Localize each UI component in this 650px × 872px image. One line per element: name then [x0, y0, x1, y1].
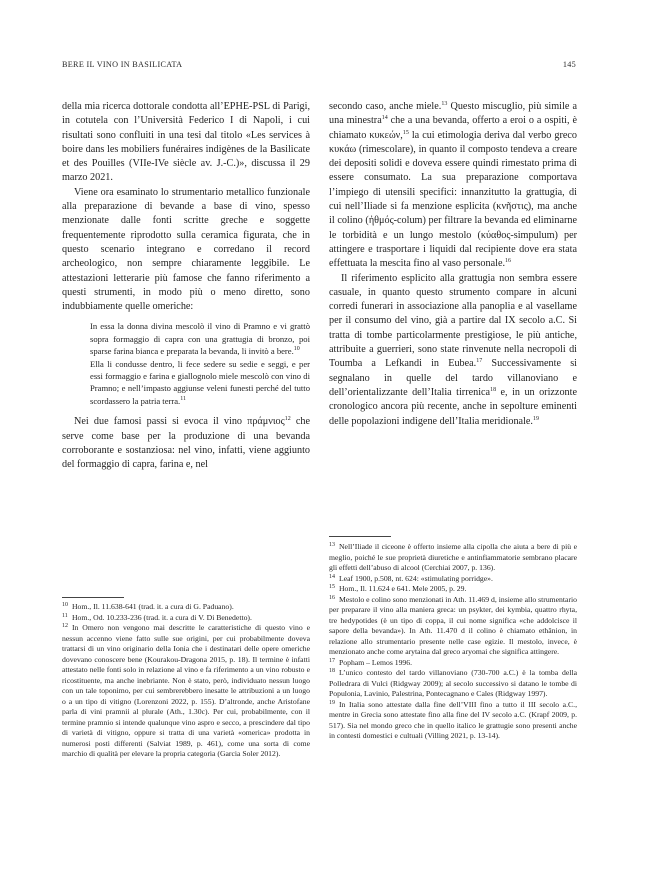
footnotes-right [329, 536, 577, 742]
footnote-ref: 17 [476, 358, 483, 365]
paragraph [62, 415, 310, 472]
footnote-ref: 19 [532, 415, 539, 422]
footnote: 13 Nell’Iliade il ciceone è offerto insieme alla cipolla che aiuta a bere di più e meglio, poiché le sue proprietà diuretiche e antinfiammatorie sembrano placare gli effetti dell’abuso di alcool (Cerchiai 2007, p. 136). [329, 542, 577, 572]
footnote-divider [62, 597, 124, 598]
footnote-text: Nell’Iliade il ciceone è offerto insieme alla cipolla che aiuta a bere di più e meglio, poiché le sue proprietà diuretiche e antinfiammatorie sembrano placare gli effetti dell’abuso di alcool (Cerchiai 2007, p. 136). [329, 542, 577, 572]
text-run: Il riferimento esplicito alla grattugia non sembra essere casuale, in quanto questo strumento compare in alcuni corredi funerari in associazione alla panoplia e al vasellame per il consumo del vino, già a partire dal IX secolo a.C. Si tratta di tombe particolarmente prestigiose, le più antiche, attribuite a guerrieri, sono state rinvenute nella necropoli di Toumba a Lefkandi in Eubea. [329, 272, 577, 370]
text-run: la cui etimologia deriva dal verbo greco κυκάω (rimescolare), in quanto il composto tendeva a creare dei depositi solidi e doveva essere quindi rimestato prima di essere consumato. La sua preparazione comportava l’impiego di utensili specifici: innanzitutto la grattugia, di cui nell’Iliade si fa menzione esplicita (κνῆστις), ma anche il colino (ἠθμός-colum) per filtrare la bevanda ed eliminarne le torbidità e un lungo mestolo (κύαθος-simpulum) per attingere e trasportare i liquidi dal recipiente dove era stata effettuata la mescita fino al vaso personale. [329, 129, 577, 270]
footnote-text: Mestolo e colino sono menzionati in Ath. 11.469 d, insieme allo strumentario per preparare il vino alla maniera greca: un psykter, dei kymbia, quattro rhyta, tre hedypotides (è un tipo di coppa, il cui nome significa «che addolcisce il sapore della bevanda»). In Ath. 11.470 d il colino è chiamato ethânion, in relazione allo strumentario presente nelle case egizie. Il mestolo, invece, è menzionato anche come arytaina dal greco aryomai che significa attingere. [329, 594, 577, 656]
footnote-text: Leaf 1900, p.508, nt. 624: «stimulating porridge». [339, 573, 493, 583]
footnote-ref: 12 [284, 416, 291, 423]
footnote: 14 Leaf 1900, p.508, nt. 624: «stimulating porridge». [329, 573, 493, 583]
footnote-ref: 14 [381, 115, 388, 122]
right-column [329, 100, 577, 429]
footnote: 16 Mestolo e colino sono menzionati in Ath. 11.469 d, insieme allo strumentario per preparare il vino alla maniera greca: un psykter, dei kymbia, quattro rhyta, tre hedypotides (è un tipo di coppa, il cui nome significa «che addolcisce il sapore della bevanda»). In Ath. 11.470 d il colino è chiamato ethânion, in relazione allo strumentario presente nelle case egizie. Il mestolo, invece, è menzionato anche come arytaina dal greco aryomai che significa attingere. [329, 594, 577, 656]
text-run: che a una bevanda, offerto a eroi o a ospiti, è chiamato κυκεών, [329, 115, 577, 141]
text-run: secondo caso, anche miele. [329, 101, 442, 112]
footnote-text: In Omero non vengono mai descritte le caratteristiche di questo vino e nessun accenno viene fatto sulle sue origini, per cui probabilmente doveva trattarsi di un vino originario della Ionia che i destinatari delle opere omeriche dovevano conoscere bene (Kourakou-Dragona 2015, p. 18). Il termine è infatti attestato nelle fonti solo in relazione al vino e fa riferimento a un vino robusto e ricostituente, ma anche inebriante. Non è stato, però, individuato nessun luogo con un tale toponimo, per cui sembrerebbero inesatte le attribuzioni a un luogo o a un tipo di vitigno (Lorenzoni 2022, p. 155). D’altronde, anche Aristofane parla di vini pramnii al plurale (Ath., 1.30c). Per cui, probabilmente, con il termine pramnio si intende qualunque vino aspro e secco, a prescindere dal tipo di varietà di vitigno, oppure si tratta di una varietà «omerica» prodotta in numerosi posti differenti (Salviat 1989, p. 461), come una sorta di come marchio di qualità per elevare la propria categoria (Garcia Soler 2012). [62, 623, 310, 758]
running-title: BERE IL VINO IN BASILICATA [62, 60, 183, 69]
footnote-text: Hom., Il. 11.638-641 (trad. it. a cura di G. Paduano). [72, 602, 234, 611]
footnote: 18 L’unico contesto del tardo villanoviano (730-700 a.C.) è la tomba della Polledrara di Vulci (Ridgway 2009); al secolo successivo si datano le tombe di Populonia, Lavinio, Palestrina, Pontecagnano e Cales (Ridgway 1997). [329, 668, 577, 698]
paragraph [329, 272, 577, 429]
paragraph [329, 100, 577, 272]
footnote-ref: 11 [180, 395, 186, 402]
footnote: 15 Hom., Il. 11.624 e 641. Mele 2005, p. 29. [329, 584, 467, 593]
quote-paragraph [90, 320, 310, 357]
quote-text: In essa la donna divina mescolò il vino di Pramno e vi grattò sopra formaggio di capra con una grattugia di bronzo, poi sparse farina bianca e preparata la bevanda, li invitò a bere. [90, 321, 310, 357]
text-run: Nei due famosi passi si evoca il vino πράμνιος [74, 416, 285, 428]
footnote-ref: 10 [293, 346, 300, 353]
footnote-text: In Italia sono attestate dalla fine dell’VIII fino a tutto il III secolo a.C., mentre in Grecia sono attestate fino alla fine del IV secolo a.C. (Krapf 2009, p. 517). Sia nel mondo greco che in quello italico le grattugie sono presenti anche in contesti domestici e cultuali (Villing 2021, p. 13-14). [329, 699, 577, 740]
quote-paragraph [90, 358, 310, 408]
footnote-text: L’unico contesto del tardo villanoviano (730-700 a.C.) è la tomba della Polledrara di Vulci (Ridgway 2009); al secolo successivo si datano le tombe di Populonia, Lavinio, Palestrina, Pontecagnano e Cales (Ridgway 1997). [329, 668, 577, 698]
quote-text: Ella li condusse dentro, li fece sedere su sedie e seggi, e per essi formaggio e farina e giallognolo miele mescolò con vino di Pramno; e nell’impasto aggiunse veleni funesti perché del tutto scordassero la patria terra. [90, 358, 310, 406]
footnote-divider [329, 536, 391, 537]
footnote-ref: 18 [490, 386, 497, 393]
footnote-text: Popham – Lemos 1996. [339, 657, 413, 667]
footnote: 19 In Italia sono attestate dalla fine dell’VIII fino a tutto il III secolo a.C., mentre in Grecia sono attestate fino alla fine del IV secolo a.C. (Krapf 2009, p. 517). Sia nel mondo greco che in quello italico le grattugie sono presenti anche in contesti domestici e cultuali (Villing 2021, p. 13-14). [329, 699, 577, 740]
paragraph: della mia ricerca dottorale condotta all’EPHE-PSL di Parigi, in cotutela con l’Università Federico I di Napoli, i cui risultati sono confluiti in una tesi dal titolo «Les services à boire dans les mobiliers funéraires indigènes de la Basilicate et des Pouilles (VIIe-IVe siècle av. J.-C.)», discussa il 29 marzo 2021. [62, 101, 310, 184]
text-run: e, in un orizzonte cronologico ancora più recente, anche in sepolture eminenti delle popolazioni indigene dell’Italia meridionale. [329, 386, 577, 427]
footnote-ref: 16 [505, 258, 512, 265]
footnote-text: Hom., Od. 10.233-236 (trad. it. a cura di V. Di Benedetto). [72, 612, 252, 622]
text-run: Successivamente si segnalano in quelle del tardo villanoviano e dell’orientalizzante dell’Italia tirrenica [329, 358, 577, 398]
page-number: 145 [562, 60, 576, 69]
running-header [62, 60, 576, 74]
footnote: 12 In Omero non vengono mai descritte le caratteristiche di questo vino e nessun accenno viene fatto sulle sue origini, per cui probabilmente doveva trattarsi di un vino originario della Ionia che i destinatari delle opere omeriche dovevano conoscere bene (Kourakou-Dragona 2015, p. 18). Il termine è infatti attestato nelle fonti solo in relazione al vino e fa riferimento a un vino robusto e ricostituente, ma anche inebriante. Non è stato, però, individuato nessun luogo con un tale toponimo, per cui sembrerebbero inesatte le attribuzioni a un luogo o a un tipo di vitigno (Lorenzoni 2022, p. 155). D’altronde, anche Aristofane parla di vini pramnii al plurale (Ath., 1.30c). Per cui, probabilmente, con il termine pramnio si intende qualunque vino aspro e secco, a prescindere dal tipo di varietà di vitigno, oppure si tratta di una varietà «omerica» prodotta in numerosi posti differenti (Salviat 1989, p. 461), come una sorta di come marchio di qualità per elevare la propria categoria (Garcia Soler 2012). [62, 623, 310, 758]
paragraph: Viene ora esaminato lo strumentario metallico funzionale alla preparazione di bevande a base di vino, spesso menzionate dalle fonti scritte greche e soggette frequentemente riprodotto sulla ceramica figurata, che in questo scenario integrano e corredano il record archeologico, non sempre chiaramente leggibile. Le attestazioni letterarie più famose che fanno riferimento a questi strumenti, in modo più o meno diretto, sono indubbiamente quelle omeriche: [62, 186, 310, 313]
block-quote [90, 320, 310, 407]
text-run: che serve come base per la produzione di una bevanda corroborante e sostanziosa: nel vino, infatti, viene aggiunto del formaggio di capra, farina e, nel [62, 416, 311, 471]
footnote-ref: 13 [441, 101, 448, 107]
footnote: 11 Hom., Od. 10.233-236 (trad. it. a cura di V. Di Benedetto). [62, 612, 252, 622]
footnote: 10 Hom., Il. 11.638-641 (trad. it. a cura di G. Paduano). [62, 602, 234, 611]
footnote-ref: 15 [402, 129, 409, 136]
text-run: Questo miscuglio, più simile a una minestra [329, 101, 577, 127]
footnote-text: Hom., Il. 11.624 e 641. Mele 2005, p. 29. [339, 584, 467, 593]
footnote: 17 Popham – Lemos 1996. [329, 657, 413, 667]
footnotes-left [62, 597, 310, 760]
left-column [62, 100, 310, 472]
